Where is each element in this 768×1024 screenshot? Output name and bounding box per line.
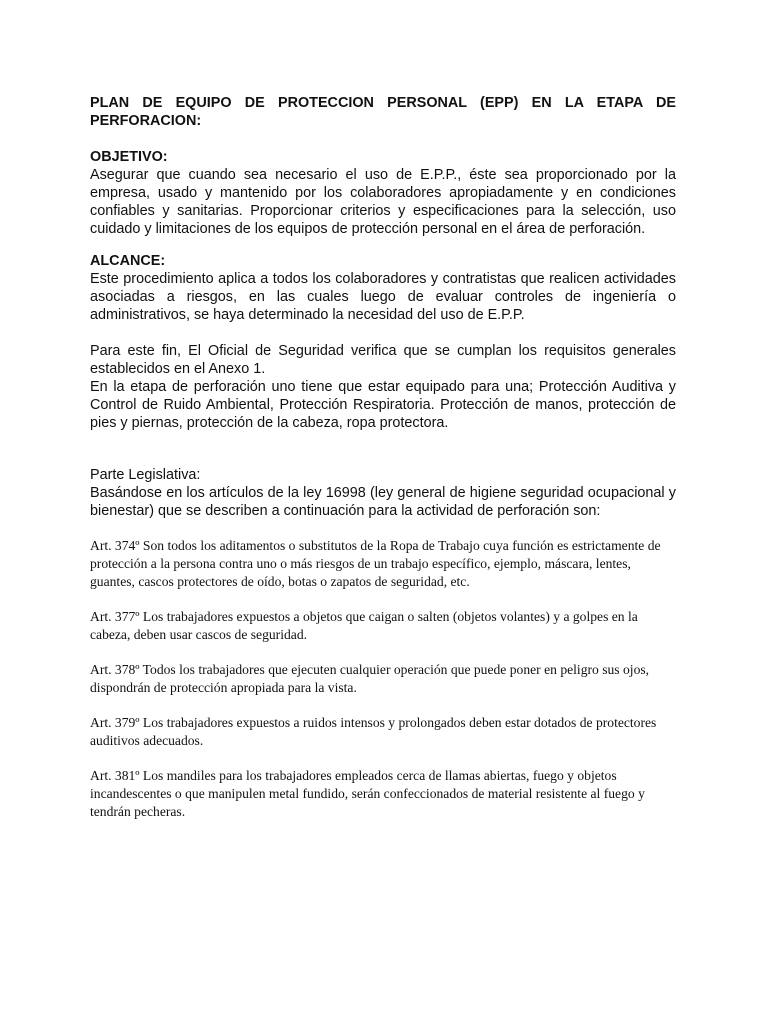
- article-377: Art. 377º Los trabajadores expuestos a objetos que caigan o salten (objetos volantes) y a golpes en la cabeza, deben usar cascos de seguridad.: [90, 609, 638, 642]
- article-378: Art. 378º Todos los trabajadores que ejecuten cualquier operación que puede poner en peligro sus ojos, dispondrán de protección apropiada para la vista.: [90, 662, 650, 695]
- alcance-text: Este procedimiento aplica a todos los colaboradores y contratistas que realicen actividades asociadas a riesgos, en las cuales luego de evaluar controles de ingeniería o administrativos, se haya determinado la necesidad del uso de E.P.P.: [90, 271, 676, 323]
- alcance-heading: ALCANCE:: [90, 253, 166, 269]
- objetivo-text: Asegurar que cuando sea necesario el uso de E.P.P., éste sea proporcionado por la empresa, usado y mantenido por los colaboradores apropiadamente y en condiciones confiables y sanitarias. Proporcionar criterios y especificaciones para la selección, uso cuidado y limitaciones de los equipos de protección personal en el área de perforación.: [90, 167, 676, 237]
- article-374: Art. 374º Son todos los aditamentos o substitutos de la Ropa de Trabajo cuya función es estrictamente de protección a la persona contra uno o más riesgos de un trabajo específico, ejemplo, máscara, lentes, guantes, cascos protectores de oído, botas o zapatos de seguridad, etc.: [90, 538, 661, 589]
- oficial-paragraph: Para este fin, El Oficial de Seguridad verifica que se cumplan los requisitos generales establecidos en el Anexo 1.: [90, 343, 676, 377]
- legislativa-intro: Basándose en los artículos de la ley 16998 (ley general de higiene seguridad ocupacional y bienestar) que se describen a continuación para la actividad de perforación son:: [90, 485, 676, 519]
- legislativa-heading: Parte Legislativa:: [90, 467, 201, 483]
- perforacion-paragraph: En la etapa de perforación uno tiene que estar equipado para una; Protección Auditiva y Control de Ruido Ambiental, Protección Respiratoria. Protección de manos, protección de pies y piernas, protección de la cabeza, ropa protectora.: [90, 379, 676, 431]
- document-title: PLAN DE EQUIPO DE PROTECCION PERSONAL (EPP) EN LA ETAPA DE PERFORACION:: [90, 95, 676, 129]
- objetivo-heading: OBJETIVO:: [90, 149, 168, 165]
- document-page: [90, 94, 676, 821]
- article-381: Art. 381º Los mandiles para los trabajadores empleados cerca de llamas abiertas, fuego y objetos incandescentes o que manipulen metal fundido, serán confeccionados de material resistente al fuego y tendrán pecheras.: [90, 768, 645, 819]
- article-379: Art. 379º Los trabajadores expuestos a ruidos intensos y prolongados deben estar dotados de protectores auditivos adecuados.: [90, 715, 657, 748]
